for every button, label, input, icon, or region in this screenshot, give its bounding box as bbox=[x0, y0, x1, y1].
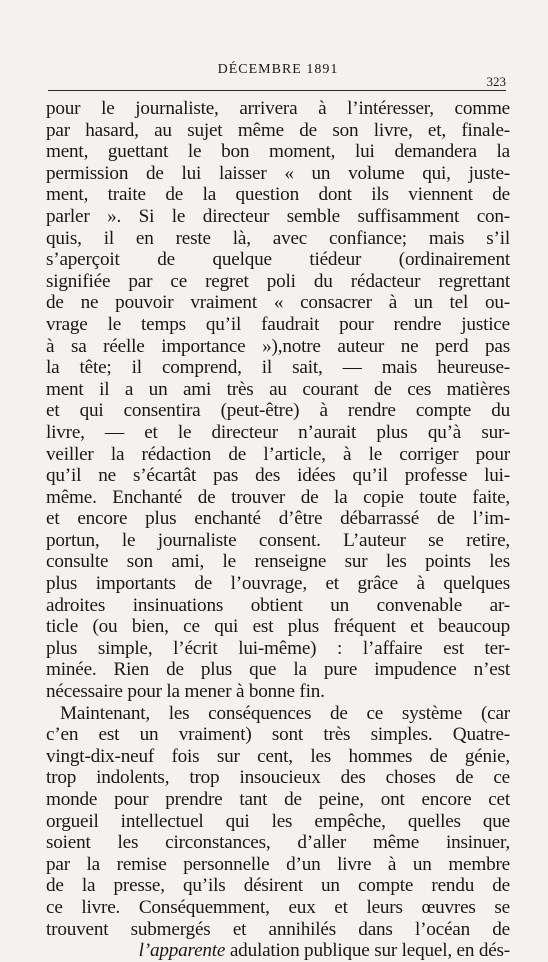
text-line: même. Enchanté de trouver de la copie toute faite, bbox=[46, 486, 510, 508]
header-rule bbox=[48, 90, 506, 91]
text-line: ment, traite de la question dont ils viennent de bbox=[46, 184, 510, 206]
page-number: 323 bbox=[486, 74, 506, 89]
text-line: vrage le temps qu’il faudrait pour rendre justice bbox=[46, 313, 510, 335]
text-line: plus simple, l’écrit lui-même) : l’affaire est ter- bbox=[46, 637, 510, 659]
text-line: monde pour prendre tant de peine, ont encore cet bbox=[46, 789, 510, 810]
text-line: trop indolents, trop insoucieux des choses de ce bbox=[46, 767, 510, 789]
text-line: de ne pouvoir vraiment « consacrer à un tel ou- bbox=[46, 292, 510, 314]
text-line: portun, le journaliste consent. L’auteur se retire, bbox=[46, 529, 510, 551]
text-line: veiller la rédaction de l’article, à le corriger pour bbox=[46, 443, 510, 465]
text-line: trouvent submergés et annihilés dans l’océan de bbox=[46, 918, 510, 940]
text-line: consulte son ami, le renseigne sur les points les bbox=[46, 551, 510, 573]
text-line: signifiée par ce regret poli du rédacteur regrettant bbox=[46, 270, 510, 292]
text-line: à sa réelle importance »),notre auteur ne perd pas bbox=[46, 335, 510, 357]
text-line: par hasard, au sujet même de son livre, et, finale- bbox=[46, 119, 510, 141]
text-line: par la remise personnelle d’un livre à un membre bbox=[46, 853, 510, 875]
text-line: et qui consentira (peut-être) à rendre compte du bbox=[46, 400, 510, 422]
text-line: soient les circonstances, d’aller même insinuer, bbox=[46, 832, 510, 854]
text-line: de la presse, qu’ils désirent un compte rendu de bbox=[46, 875, 510, 897]
text-line: et encore plus enchanté d’être débarrassé de l’im- bbox=[46, 508, 510, 530]
text-line-final bbox=[46, 940, 510, 962]
text-line: vingt-dix-neuf fois sur cent, les hommes de génie, bbox=[46, 745, 510, 767]
text-line: ment il a un ami très au courant de ces matières bbox=[46, 378, 510, 400]
text-line: orgueil intellectuel qui les empêche, quelles que bbox=[46, 810, 510, 832]
italic-word: l’apparente bbox=[138, 940, 226, 962]
text-line: la tête; il comprend, il sait, — mais heureuse- bbox=[46, 357, 510, 379]
text-line: parler ». Si le directeur semble suffisamment con- bbox=[46, 205, 510, 227]
text-line: ticle (ou bien, ce qui est plus fréquent et beaucoup bbox=[46, 616, 510, 638]
text-line: livre, — et le directeur n’aurait plus qu’à sur- bbox=[46, 421, 510, 443]
text-line: ment, guettant le bon moment, lui demandera la bbox=[46, 141, 510, 163]
running-title: DÉCEMBRE 1891 bbox=[217, 62, 339, 77]
text-line: minée. Rien de plus que la pure impudence n’est bbox=[46, 659, 510, 681]
text-line: qu’il ne s’écartât pas des idées qu’il professe lui- bbox=[46, 465, 510, 487]
text-line: quis, il en reste là, avec confiance; mais s’il bbox=[46, 227, 510, 249]
text-line: pour le journaliste, arrivera à l’intéresser, comme bbox=[46, 98, 510, 119]
text-line: c’en est un vraiment) sont très simples. Quatre- bbox=[46, 724, 510, 746]
text-line: ce livre. Conséquemment, eux et leurs œuvres se bbox=[46, 896, 510, 918]
text-line: s’aperçoit de quelque tiédeur (ordinairement bbox=[46, 249, 510, 271]
text-line: nécessaire pour la mener à bonne fin. bbox=[46, 681, 325, 703]
text-line: adroites insinuations obtient un convenable ar- bbox=[46, 594, 510, 616]
page-header bbox=[48, 62, 508, 89]
text-line: permission de lui laisser « un volume qui, juste- bbox=[46, 162, 510, 184]
final-line-rest: adulation publique sur lequel, en dés- bbox=[229, 940, 510, 962]
text-line: Maintenant, les conséquences de ce système (car bbox=[60, 702, 510, 724]
text-line: plus importants de l’ouvrage, et grâce à quelques bbox=[46, 573, 510, 595]
body-text bbox=[46, 98, 510, 962]
